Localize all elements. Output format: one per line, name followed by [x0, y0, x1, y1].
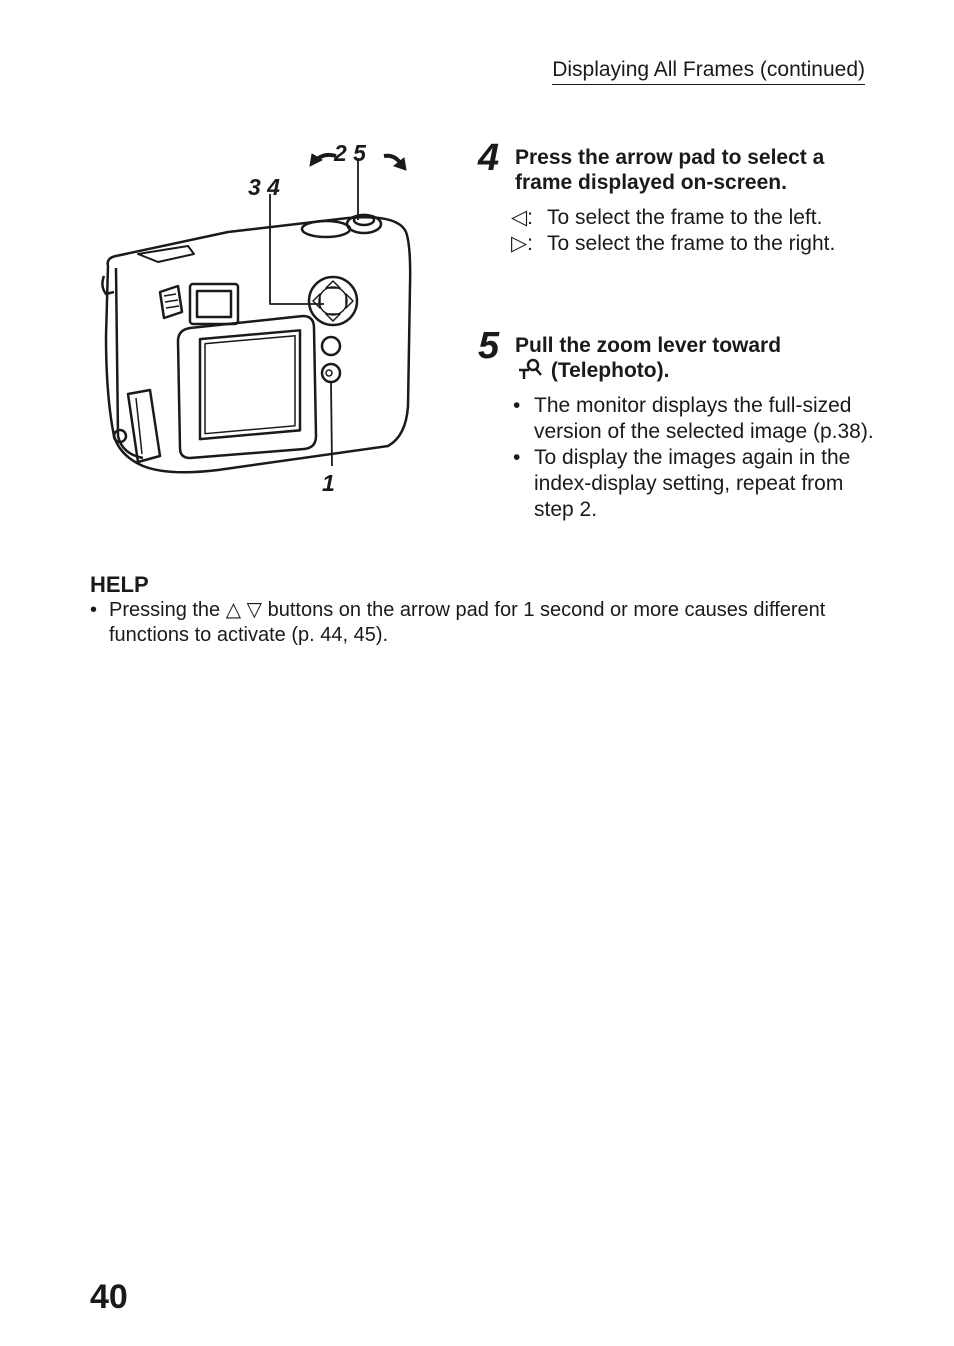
left-arrow-symbol: ◁: [511, 206, 533, 229]
callout-step-1: 1 [322, 470, 335, 496]
bullet-item [513, 393, 878, 445]
page-number: 40 [90, 1278, 128, 1316]
bullet-mark: • [90, 599, 98, 621]
step-title [515, 333, 878, 383]
help-item [90, 598, 870, 648]
bullet-text: To display the images again in the index-display setting, repeat from step 2. [534, 446, 851, 521]
step-number: 4 [478, 137, 500, 179]
definition-text: To select the frame to the right. [547, 232, 836, 255]
step-5 [478, 325, 878, 523]
callout-steps-3-4: 3 4 [248, 174, 280, 200]
bullet-mark: • [513, 446, 521, 469]
definition-text: To select the frame to the left. [547, 206, 823, 229]
step-title: Press the arrow pad to select a frame displayed on-screen. [515, 146, 825, 194]
page-header: Displaying All Frames (continued) [552, 58, 865, 85]
help-text: Pressing the △ ▽ buttons on the arrow pad for 1 second or more causes different functions to activate (p. 44, 45). [109, 599, 826, 646]
definition-item [511, 205, 878, 231]
definition-item [511, 231, 878, 257]
step-4 [478, 137, 878, 257]
step-title-suffix: (Telephoto). [550, 359, 670, 382]
camera-illustration [98, 136, 418, 506]
right-arrow-symbol: ▷: [511, 232, 533, 255]
bullet-item [513, 445, 878, 523]
callout-steps-2-5: 2 5 [334, 140, 366, 166]
telephoto-icon [515, 358, 545, 380]
help-section [90, 572, 870, 648]
step-body [513, 393, 878, 523]
step-number: 5 [478, 325, 500, 367]
help-title: HELP [90, 572, 149, 597]
bullet-text: The monitor displays the full-sized version of the selected image (p.38). [534, 394, 874, 443]
step-title-prefix: Pull the zoom lever toward [515, 334, 782, 357]
step-body [511, 205, 878, 257]
bullet-mark: • [513, 394, 521, 417]
